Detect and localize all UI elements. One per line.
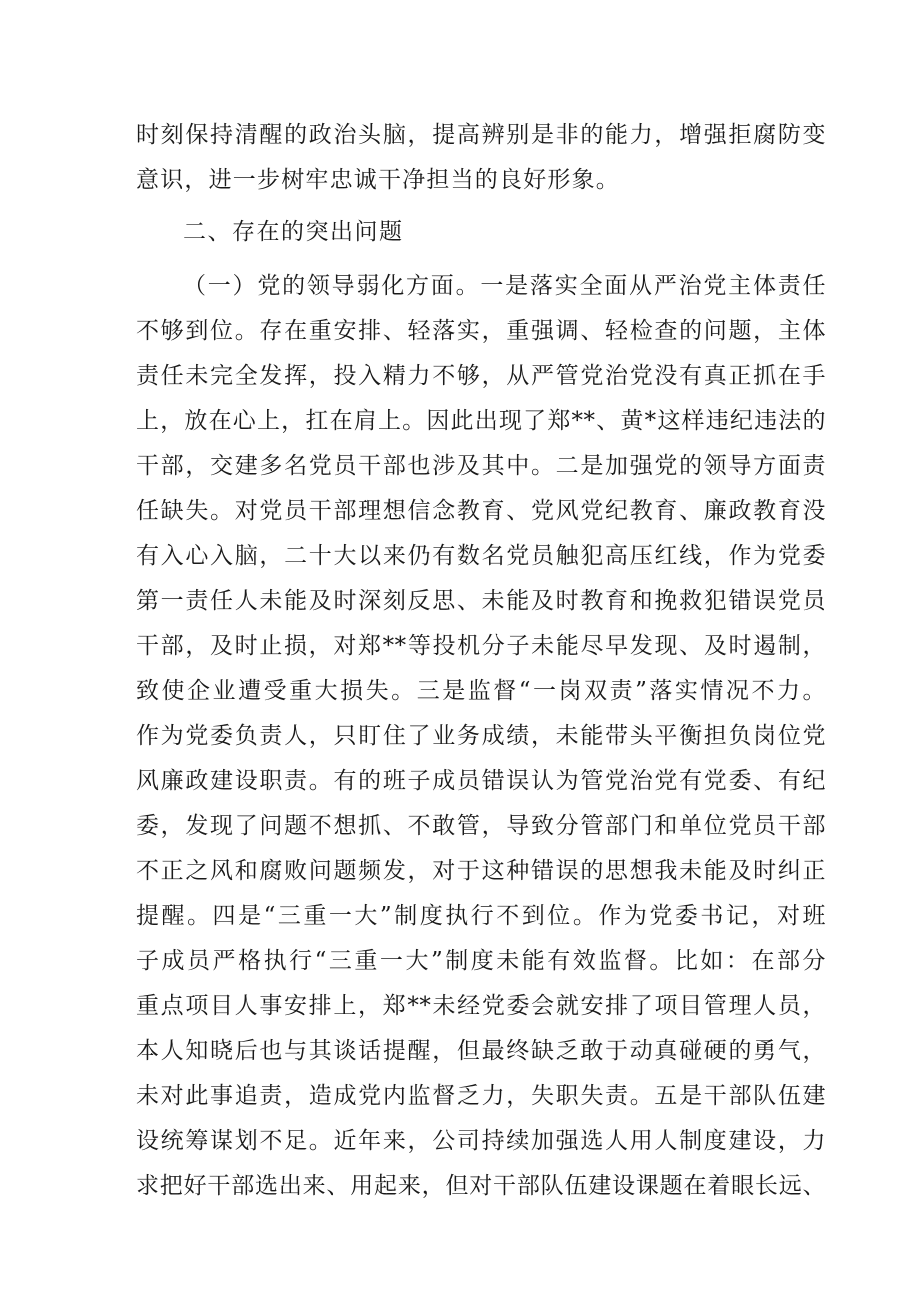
body-line-12: 风廉政建设职责。有的班子成员错误认为管党治党有党委、有纪 <box>136 768 826 794</box>
body-line-7: 有入心入脑，二十大以来仍有数名党员触犯高压红线，作为党委 <box>136 543 826 569</box>
body-line-10: 致使企业遭受重大损失。三是监督“一岗双责”落实情况不力。 <box>136 678 826 704</box>
intro-line-1: 时刻保持清醒的政治头脑，提高辨别是非的能力，增强拒腐防变 <box>136 122 826 148</box>
body-line-15: 提醒。四是“三重一大”制度执行不到位。作为党委书记，对班 <box>136 903 826 929</box>
body-line-18: 本人知晓后也与其谈话提醒，但最终缺乏敢于动真碰硬的勇气， <box>136 1038 826 1064</box>
body-line-11: 作为党委负责人，只盯住了业务成绩，未能带头平衡担负岗位党 <box>136 723 826 749</box>
body-line-2: 不够到位。存在重安排、轻落实，重强调、轻检查的问题，主体 <box>136 318 826 344</box>
body-line-20: 设统筹谋划不足。近年来，公司持续加强选人用人制度建设，力 <box>136 1128 826 1154</box>
body-line-8: 第一责任人未能及时深刻反思、未能及时教育和挽救犯错误党员 <box>136 588 826 614</box>
body-line-14: 不正之风和腐败问题频发，对于这种错误的思想我未能及时纠正 <box>136 858 826 884</box>
body-line-16: 子成员严格执行“三重一大”制度未能有效监督。比如：在部分 <box>136 948 826 974</box>
body-line-4: 上，放在心上，扛在肩上。因此出现了郑**、黄*这样违纪违法的 <box>136 408 826 434</box>
body-line-5: 干部，交建多名党员干部也涉及其中。二是加强党的领导方面责 <box>136 453 826 479</box>
intro-line-2: 意识，进一步树牢忠诚干净担当的良好形象。 <box>136 167 620 193</box>
body-line-3: 责任未完全发挥，投入精力不够，从严管党治党没有真正抓在手 <box>136 363 826 389</box>
body-line-1: （一）党的领导弱化方面。一是落实全面从严治党主体责任 <box>183 273 826 299</box>
body-line-19: 未对此事追责，造成党内监督乏力，失职失责。五是干部队伍建 <box>136 1083 826 1109</box>
body-line-6: 任缺失。对党员干部理想信念教育、党风党纪教育、廉政教育没 <box>136 498 826 524</box>
body-line-17: 重点项目人事安排上，郑**未经党委会就安排了项目管理人员， <box>136 993 826 1019</box>
section-heading: 二、存在的突出问题 <box>183 219 404 245</box>
body-line-13: 委，发现了问题不想抓、不敢管，导致分管部门和单位党员干部 <box>136 813 826 839</box>
body-line-21: 求把好干部选出来、用起来，但对干部队伍建设课题在着眼长远、 <box>136 1173 826 1199</box>
body-line-9: 干部，及时止损，对郑**等投机分子未能尽早发现、及时遏制， <box>136 633 826 659</box>
